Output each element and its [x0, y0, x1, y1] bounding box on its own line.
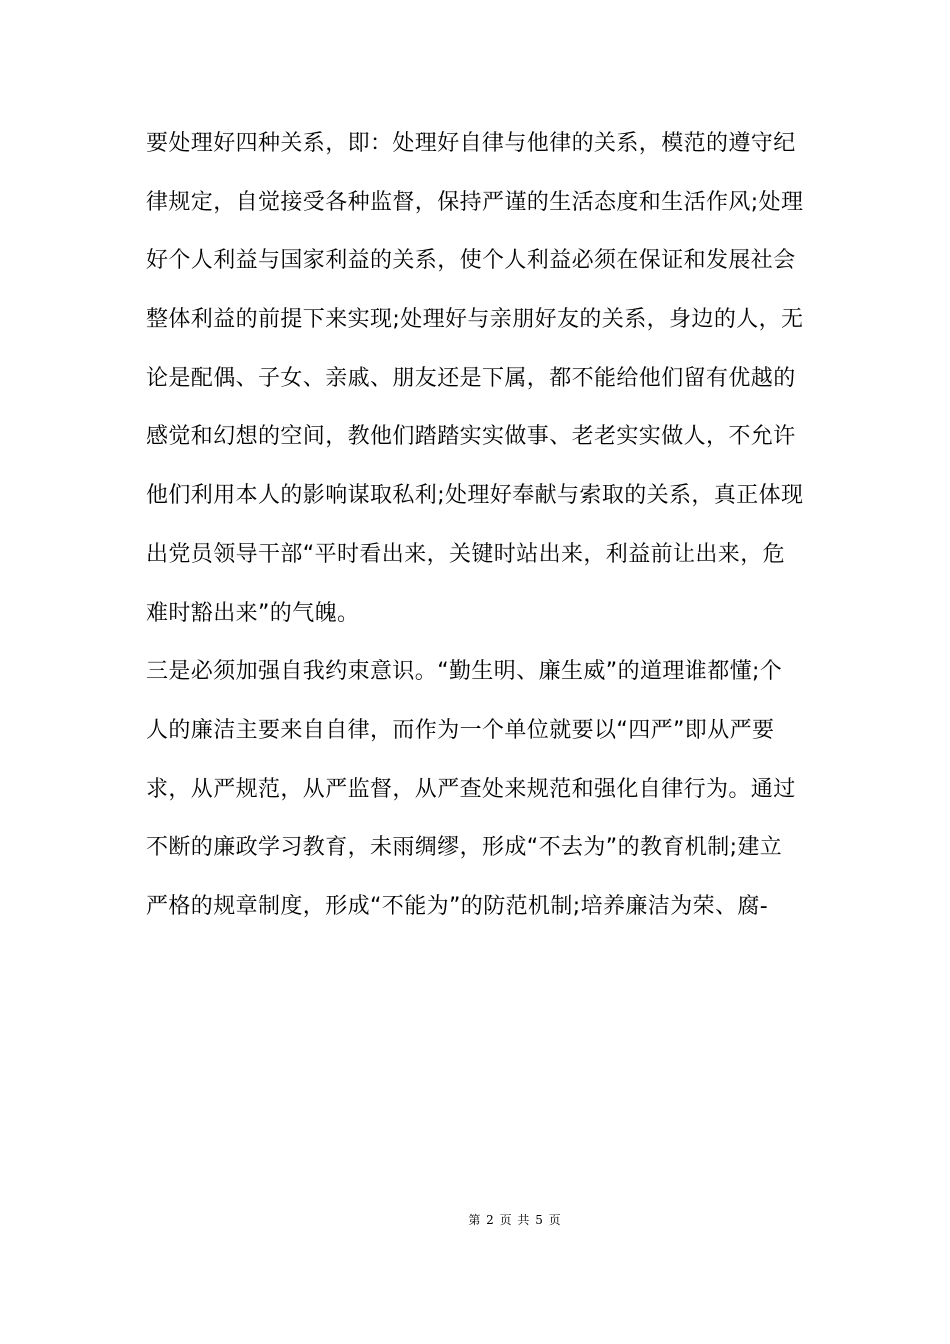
- text-line: 三是必须加强自我约束意识。“勤生明、廉生威”的道理谁都懂;个: [146, 659, 783, 685]
- text-line: 不断的廉政学习教育，未雨绸缪，形成“不去为”的教育机制;建立: [146, 835, 783, 861]
- text-line: 整体利益的前提下来实现;处理好与亲朋好友的关系，身边的人，无: [146, 307, 804, 333]
- text-line: 律规定，自觉接受各种监督，保持严谨的生活态度和生活作风;处理: [146, 189, 804, 215]
- text-line: 求，从严规范，从严监督，从严查处来规范和强化自律行为。通过: [146, 776, 796, 802]
- body-text: [146, 125, 816, 947]
- text-line: 出党员领导干部“平时看出来，关键时站出来，利益前让出来，危: [146, 541, 785, 567]
- text-line: 论是配偶、子女、亲戚、朋友还是下属，都不能给他们留有优越的: [146, 365, 796, 391]
- text-line: 感觉和幻想的空间，教他们踏踏实实做事、老老实实做人，不允许: [146, 424, 796, 450]
- text-line: 他们利用本人的影响谋取私利;处理好奉献与索取的关系，真正体现: [146, 483, 804, 509]
- page-number: 第 2 页 共 5 页: [468, 1213, 562, 1227]
- text-line: 人的廉洁主要来自自律，而作为一个单位就要以“四严”即从严要: [146, 717, 775, 743]
- text-line: 难时豁出来”的气魄。: [146, 600, 360, 626]
- text-line: 严格的规章制度，形成“不能为”的防范机制;培养廉洁为荣、腐-: [146, 893, 769, 919]
- page-footer: [0, 1211, 950, 1228]
- text-line: 好个人利益与国家利益的关系，使个人利益必须在保证和发展社会: [146, 248, 796, 274]
- text-line: 要处理好四种关系，即：处理好自律与他律的关系，模范的遵守纪: [146, 131, 796, 156]
